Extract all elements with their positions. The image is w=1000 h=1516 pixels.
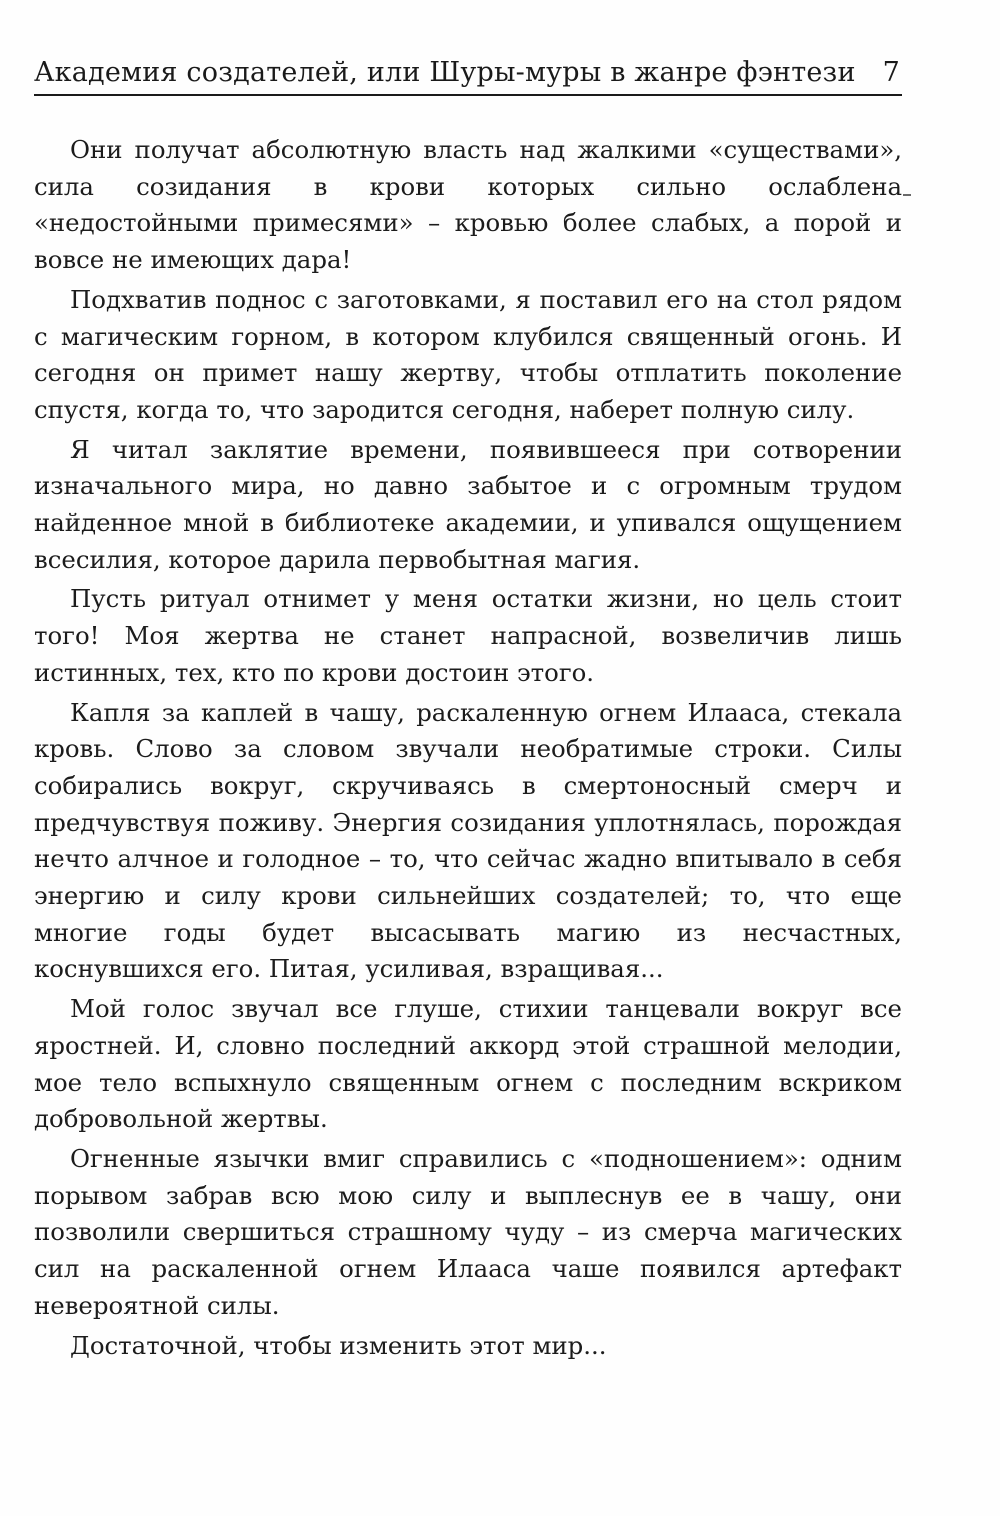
running-header: [34, 44, 902, 88]
paragraph: Они получат абсолютную власть над жалкими «существами», сила созидания в крови которых сильно ослаблена «недостойными примесями» – кровью более слабых, а порой и вовсе не имеющих дара!: [34, 135, 902, 275]
paragraph: Мой голос звучал все глуше, стихии танцевали вокруг все яростней. И, словно последний аккорд этой страшной мелодии, мое тело вспыхнуло священным огнем с последним вскриком добровольной жертвы.: [34, 994, 902, 1134]
header-rule: [34, 94, 902, 96]
paragraph: Я читал заклятие времени, появившееся при сотворении изначального мира, но давно забытое и с огромным трудом найденное мной в библиотеке академии, и упивался ощущением всесилия, которое дарила первобытная магия.: [34, 434, 902, 574]
paragraph: Подхватив поднос с заготовками, я поставил его на стол рядом с магическим горном, в котором клубился священный огонь. И сегодня он примет нашу жертву, чтобы отплатить поколение спустя, когда то, что зародится сегодня, наберет полную силу.: [34, 284, 902, 424]
paragraph: Огненные язычки вмиг справились с «подношением»: одним порывом забрав всю мою силу и выплеснув ее в чашу, они позволили свершиться страшному чуду – из смерча магических сил на раскаленной огнем Илааса чаше появился артефакт невероятной силы.: [34, 1143, 902, 1320]
paragraph: Пусть ритуал отнимет у меня остатки жизни, но цель стоит того! Моя жертва не станет напрасной, возвеличив лишь истинных, тех, кто по крови достоин этого.: [34, 584, 902, 687]
body-text: [34, 132, 902, 1364]
paragraph: Капля за каплей в чашу, раскаленную огнем Илааса, стекала кровь. Слово за словом звучали необратимые строки. Силы собирались вокруг, скручиваясь в смертоносный смерч и предчувствуя поживу. Энергия созидания уплотнялась, порождая нечто алчное и голодное – то, что сейчас жадно впитывало в себя энергию и силу крови сильнейших создателей; то, что еще многие годы будет высасывать магию из несчастных, коснувшихся его. Питая, усиливая, взращивая...: [34, 697, 902, 984]
book-title: Академия создателей, или Шуры-муры в жанре фэнтези: [34, 57, 856, 88]
margin-mark: [903, 194, 911, 196]
paragraph: Достаточной, чтобы изменить этот мир...: [70, 1330, 607, 1360]
page-number: 7: [882, 57, 900, 88]
